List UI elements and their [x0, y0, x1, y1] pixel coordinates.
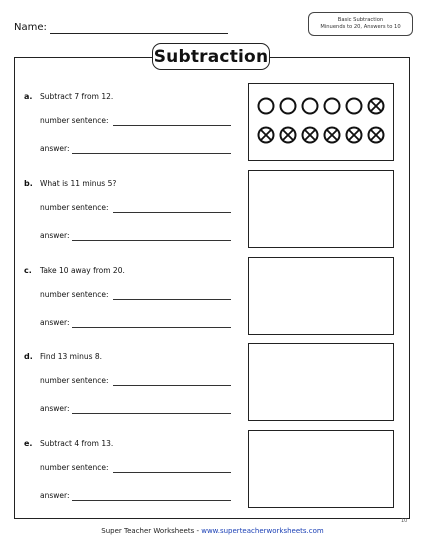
answer-line [72, 327, 231, 328]
page-number: 10 [401, 518, 408, 524]
crossed-counter [259, 128, 274, 143]
footer [0, 527, 425, 535]
problem-a [24, 92, 396, 172]
problem-letter: d. [24, 352, 33, 361]
number-sentence-label: number sentence: [40, 376, 109, 385]
answer-line [72, 413, 231, 414]
drawing-box [248, 343, 394, 421]
footer-url[interactable]: www.superteacherworksheets.com [201, 527, 324, 535]
title-box [152, 43, 270, 70]
answer-label: answer: [40, 318, 70, 327]
counter [325, 99, 340, 114]
problem-e [24, 439, 396, 519]
problem-question: What is 11 minus 5? [40, 179, 117, 188]
answer-label: answer: [40, 404, 70, 413]
problem-letter: b. [24, 179, 33, 188]
footer-brand: Super Teacher Worksheets [101, 527, 195, 535]
problem-b [24, 179, 396, 259]
number-sentence-label: number sentence: [40, 116, 109, 125]
number-sentence-line [113, 299, 231, 300]
problem-question: Take 10 away from 20. [40, 266, 125, 275]
crossed-counter [281, 128, 296, 143]
number-sentence-line [113, 212, 231, 213]
crossed-counter [325, 128, 340, 143]
worksheet-info-box [308, 12, 413, 36]
problem-letter: c. [24, 266, 32, 275]
counter [303, 99, 318, 114]
problem-question: Subtract 7 from 12. [40, 92, 114, 101]
problem-d [24, 352, 396, 432]
number-sentence-line [113, 385, 231, 386]
footer-separator: - [194, 527, 202, 535]
answer-line [72, 240, 231, 241]
answer-label: answer: [40, 144, 70, 153]
answer-label: answer: [40, 491, 70, 500]
number-sentence-label: number sentence: [40, 290, 109, 299]
problem-letter: e. [24, 439, 33, 448]
problem-question: Subtract 4 from 13. [40, 439, 114, 448]
counters-box [248, 83, 394, 161]
crossed-counter [369, 128, 384, 143]
crossed-counter [347, 128, 362, 143]
drawing-box [248, 257, 394, 335]
counter [281, 99, 296, 114]
number-sentence-label: number sentence: [40, 203, 109, 212]
drawing-box [248, 170, 394, 248]
answer-label: answer: [40, 231, 70, 240]
problem-letter: a. [24, 92, 33, 101]
problem-question: Find 13 minus 8. [40, 352, 103, 361]
problem-c [24, 266, 396, 346]
answer-line [72, 500, 231, 501]
page-title: Subtraction [153, 46, 269, 67]
name-line [50, 33, 228, 34]
answer-line [72, 153, 231, 154]
name-label: Name: [14, 22, 47, 33]
counters-drawing [249, 84, 392, 159]
number-sentence-line [113, 472, 231, 473]
number-sentence-label: number sentence: [40, 463, 109, 472]
crossed-counter [303, 128, 318, 143]
worksheet-topic: Basic Subtraction [337, 17, 384, 23]
counter [259, 99, 274, 114]
drawing-box [248, 430, 394, 508]
crossed-counter [369, 99, 384, 114]
counter [347, 99, 362, 114]
worksheet-range: Minuends to 20, Answers to 10 [320, 24, 401, 30]
number-sentence-line [113, 125, 231, 126]
